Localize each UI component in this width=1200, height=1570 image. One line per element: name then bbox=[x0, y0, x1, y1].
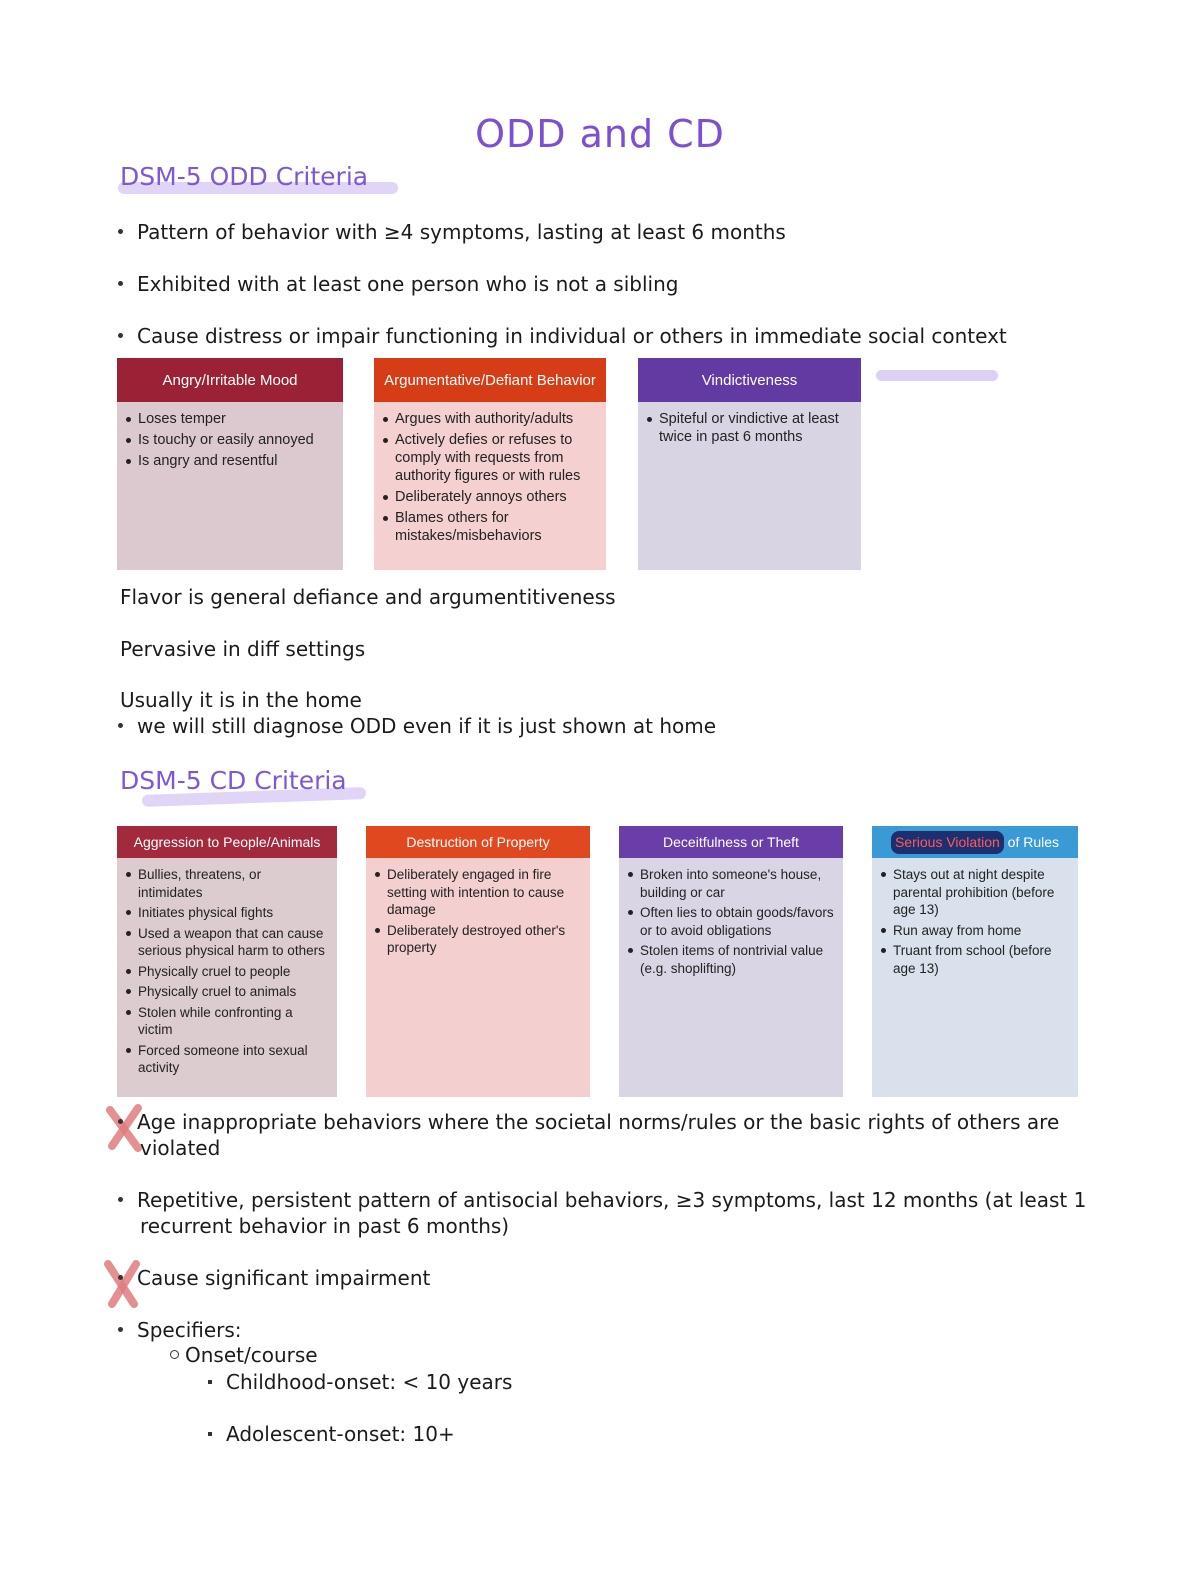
circle-bullet-icon bbox=[170, 1350, 179, 1359]
odd-bullet bbox=[118, 271, 678, 297]
card-item: Spiteful or vindictive at least twice in past 6 months bbox=[646, 410, 853, 446]
card-item: Actively defies or refuses to comply with requests from authority figures or with rules bbox=[382, 431, 598, 485]
card-item: Broken into someone's house, building or car bbox=[627, 866, 835, 901]
cd-card-violation bbox=[872, 826, 1078, 1097]
odd-card-angry bbox=[117, 358, 343, 570]
card-item: Bullies, threatens, or intimidates bbox=[125, 866, 329, 901]
card-body bbox=[872, 858, 1078, 1097]
card-item: Run away from home bbox=[880, 922, 1070, 940]
card-item: Physically cruel to animals bbox=[125, 983, 329, 1001]
card-body bbox=[374, 402, 606, 570]
card-item: Forced someone into sexual activity bbox=[125, 1042, 329, 1077]
card-header: Angry/Irritable Mood bbox=[117, 358, 343, 402]
odd-bullet bbox=[118, 219, 786, 245]
card-item: Often lies to obtain goods/favors or to avoid obligations bbox=[627, 904, 835, 939]
card-body bbox=[638, 402, 861, 570]
odd-card-argumentative bbox=[374, 358, 606, 570]
card-item: Stolen items of nontrivial value (e.g. shoplifting) bbox=[627, 942, 835, 977]
cd-bullet bbox=[118, 1109, 1060, 1161]
card-item: Deliberately engaged in fire setting with intention to cause damage bbox=[374, 866, 582, 919]
specifier-item bbox=[208, 1421, 455, 1447]
page-title: ODD and CD bbox=[475, 112, 725, 156]
cd-bullet-text: Age inappropriate behaviors where the societal norms/rules or the basic rights of others are violated bbox=[137, 1110, 1060, 1160]
square-bullet-icon bbox=[208, 1432, 212, 1436]
card-header-highlight: Serious Violation bbox=[891, 831, 1004, 854]
cd-bullet-text: Repetitive, persistent pattern of antisocial behaviors, ≥3 symptoms, last 12 months (at least 1 recurrent behavior in past 6 months) bbox=[137, 1188, 1087, 1238]
odd-bullet bbox=[118, 323, 1007, 349]
cd-heading: DSM-5 CD Criteria bbox=[120, 766, 347, 795]
card-body bbox=[366, 858, 590, 1097]
note-home-bullet bbox=[118, 713, 716, 739]
cd-card-destruction bbox=[366, 826, 590, 1097]
card-item: Argues with authority/adults bbox=[382, 410, 598, 428]
card-item: Deliberately annoys others bbox=[382, 488, 598, 506]
specifier-onset bbox=[170, 1342, 318, 1368]
specifier-onset-text: Onset/course bbox=[185, 1343, 318, 1367]
specifier-item-text: Adolescent-onset: 10+ bbox=[226, 1422, 455, 1446]
specifier-item-text: Childhood-onset: < 10 years bbox=[226, 1370, 513, 1394]
odd-bullet-text: Exhibited with at least one person who is not a sibling bbox=[137, 272, 679, 296]
card-header: Aggression to People/Animals bbox=[117, 826, 337, 858]
card-item: Truant from school (before age 13) bbox=[880, 942, 1070, 977]
card-item: Deliberately destroyed other's property bbox=[374, 922, 582, 957]
card-item: Initiates physical fights bbox=[125, 904, 329, 922]
odd-card-vindictiveness bbox=[638, 358, 861, 570]
card-header: Deceitfulness or Theft bbox=[619, 826, 843, 858]
card-item: Stays out at night despite parental prohibition (before age 13) bbox=[880, 866, 1070, 919]
cd-bullet bbox=[118, 1187, 1100, 1239]
cd-bullet-text: Cause significant impairment bbox=[137, 1266, 431, 1290]
card-item: Used a weapon that can cause serious physical harm to others bbox=[125, 925, 329, 960]
card-header: Argumentative/Defiant Behavior bbox=[374, 358, 606, 402]
card-item: Stolen while confronting a victim bbox=[125, 1004, 329, 1039]
specifier-item bbox=[208, 1369, 512, 1395]
square-bullet-icon bbox=[208, 1380, 212, 1384]
cd-bullet-text: Specifiers: bbox=[137, 1318, 242, 1342]
cd-card-deceitfulness bbox=[619, 826, 843, 1097]
card-body bbox=[117, 858, 337, 1097]
cd-bullet bbox=[118, 1317, 242, 1343]
card-header bbox=[872, 826, 1078, 858]
card-item: Physically cruel to people bbox=[125, 963, 329, 981]
card-item: Blames others for mistakes/misbehaviors bbox=[382, 509, 598, 545]
card-item: Is touchy or easily annoyed bbox=[125, 431, 335, 449]
note-pervasive: Pervasive in diff settings bbox=[120, 637, 366, 661]
card-header-rest: of Rules bbox=[1003, 833, 1060, 850]
card-body bbox=[619, 858, 843, 1097]
highlighter-mark bbox=[876, 370, 998, 381]
cd-card-aggression bbox=[117, 826, 337, 1097]
odd-bullet-text: Cause distress or impair functioning in individual or others in immediate social context bbox=[137, 324, 1007, 348]
card-item: Loses temper bbox=[125, 410, 335, 428]
card-header: Destruction of Property bbox=[366, 826, 590, 858]
card-body bbox=[117, 402, 343, 570]
note-home-bullet-text: we will still diagnose ODD even if it is just shown at home bbox=[137, 714, 717, 738]
card-header: Vindictiveness bbox=[638, 358, 861, 402]
note-flavor: Flavor is general defiance and argumentitiveness bbox=[120, 585, 616, 609]
cd-bullet bbox=[118, 1265, 430, 1291]
note-home: Usually it is in the home bbox=[120, 688, 362, 712]
odd-heading: DSM-5 ODD Criteria bbox=[120, 162, 369, 191]
card-item: Is angry and resentful bbox=[125, 452, 335, 470]
odd-bullet-text: Pattern of behavior with ≥4 symptoms, lasting at least 6 months bbox=[137, 220, 786, 244]
